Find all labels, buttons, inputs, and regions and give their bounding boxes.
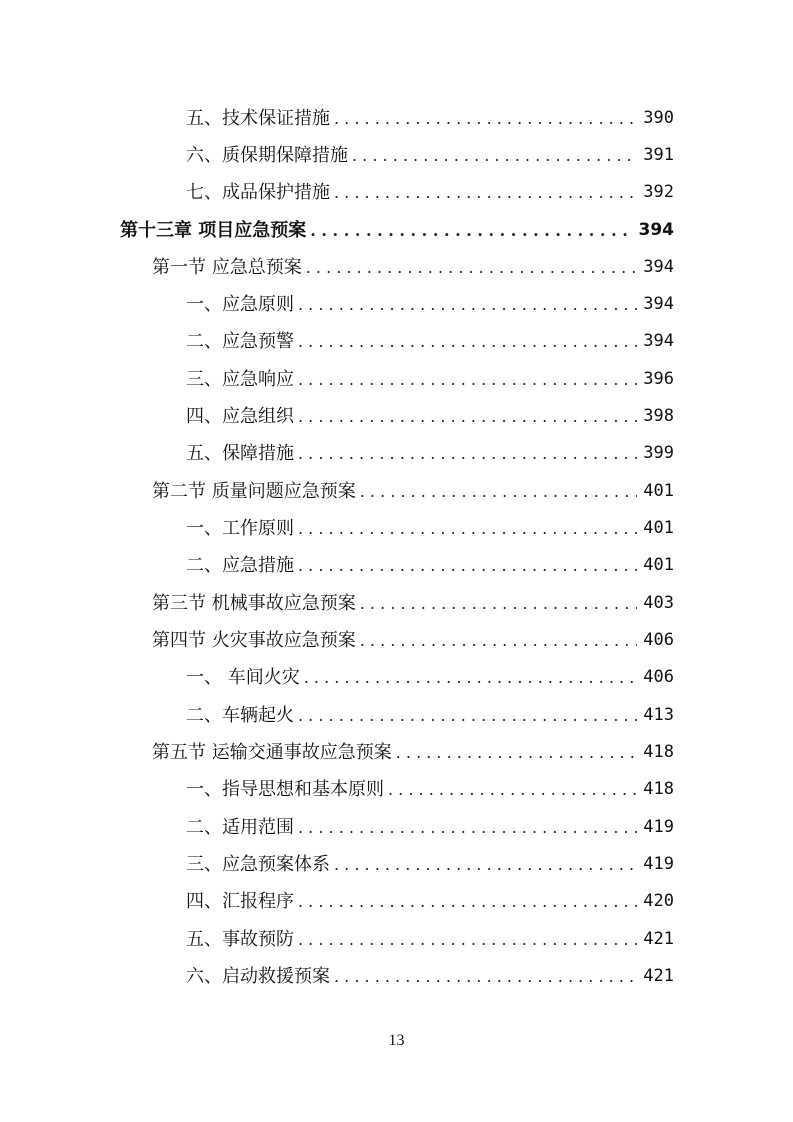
toc-entry-page: 391 [643, 145, 674, 165]
toc-entry-label: 二、适用范围 [186, 817, 294, 838]
toc-entry-page: 413 [643, 705, 674, 725]
toc-entry-label: 一、应急原则 [186, 294, 294, 315]
toc-entry-label: 四、汇报程序 [186, 891, 294, 912]
toc-leader-dots [298, 697, 637, 734]
toc-entry[interactable] [186, 398, 674, 435]
toc-entry-page: 406 [643, 667, 674, 687]
toc-entry[interactable] [186, 846, 674, 883]
toc-leader-dots [352, 137, 637, 174]
toc-entry-label: 三、应急响应 [186, 369, 294, 390]
toc-leader-dots [334, 958, 637, 995]
toc-section-entry[interactable] [152, 473, 674, 510]
toc-entry-label: 一、指导思想和基本原则 [186, 779, 384, 800]
toc-entry[interactable] [186, 547, 674, 584]
toc-entry[interactable] [186, 137, 674, 174]
toc-leader-dots [298, 286, 637, 323]
toc-chapter-label: 第十三章 项目应急预案 [120, 220, 307, 241]
toc-section-entry[interactable] [152, 249, 674, 286]
toc-entry-label: 五、保障措施 [186, 443, 294, 464]
toc-leader-dots [298, 547, 637, 584]
toc-entry[interactable] [186, 510, 674, 547]
toc-entry-page: 421 [643, 966, 674, 986]
toc-entry[interactable] [186, 958, 674, 995]
toc-entry-label: 二、车辆起火 [186, 705, 294, 726]
toc-section-entry[interactable] [152, 734, 674, 771]
toc-entry-label: 五、事故预防 [186, 929, 294, 950]
toc-section-label: 第二节 质量问题应急预案 [152, 481, 356, 502]
toc-entry-label: 一、工作原则 [186, 518, 294, 539]
toc-section-label: 第五节 运输交通事故应急预案 [152, 742, 392, 763]
toc-section-label: 第一节 应急总预案 [152, 257, 302, 278]
toc-leader-dots [298, 323, 637, 360]
toc-entry-page: 390 [643, 108, 674, 128]
toc-entry-page: 421 [643, 929, 674, 949]
toc-entry-label: 二、应急预警 [186, 331, 294, 352]
toc-entry[interactable] [186, 809, 674, 846]
toc-section-label: 第四节 火灾事故应急预案 [152, 630, 356, 651]
toc-entry-label: 三、应急预案体系 [186, 854, 330, 875]
toc-leader-dots [360, 622, 638, 659]
toc-entry[interactable] [186, 286, 674, 323]
toc-leader-dots [306, 249, 638, 286]
toc-section-page: 406 [643, 630, 674, 650]
toc-entry-label: 一、 车间火灾 [186, 667, 300, 688]
toc-entry[interactable] [186, 435, 674, 472]
toc-entry-label: 六、启动救援预案 [186, 966, 330, 987]
page-number: 13 [388, 1032, 405, 1049]
toc-leader-dots [310, 212, 632, 249]
toc-section-page: 418 [643, 742, 674, 762]
toc-section-page: 394 [643, 257, 674, 277]
toc-entry-page: 419 [643, 817, 674, 837]
toc-entry-page: 398 [643, 406, 674, 426]
toc-entry[interactable] [186, 100, 674, 137]
toc-entry-label: 二、应急措施 [186, 555, 294, 576]
toc-section-entry[interactable] [152, 622, 674, 659]
toc-leader-dots [304, 659, 638, 696]
toc-section-entry[interactable] [152, 585, 674, 622]
toc-section-page: 401 [643, 481, 674, 501]
toc-chapter-entry[interactable] [120, 212, 674, 249]
toc-leader-dots [298, 883, 637, 920]
toc-entry-page: 401 [643, 518, 674, 538]
toc-entry-label: 六、质保期保障措施 [186, 145, 348, 166]
toc-entry-label: 五、技术保证措施 [186, 108, 330, 129]
toc-leader-dots [298, 921, 637, 958]
toc-entry-page: 394 [643, 294, 674, 314]
toc-leader-dots [388, 771, 637, 808]
toc-entry-page: 396 [643, 369, 674, 389]
toc-entry-page: 394 [643, 331, 674, 351]
toc-entry-label: 七、成品保护措施 [186, 182, 330, 203]
toc-entry[interactable] [186, 361, 674, 398]
toc-leader-dots [334, 846, 637, 883]
toc-entry[interactable] [186, 921, 674, 958]
toc-leader-dots [298, 510, 637, 547]
toc-entry-page: 418 [643, 779, 674, 799]
toc-chapter-page: 394 [638, 220, 674, 240]
toc-leader-dots [334, 100, 637, 137]
toc-entry[interactable] [186, 659, 674, 696]
toc-entry-page: 392 [643, 182, 674, 202]
toc-leader-dots [360, 585, 638, 622]
toc-entry[interactable] [186, 883, 674, 920]
toc-entry-page: 399 [643, 443, 674, 463]
toc-entry-label: 四、应急组织 [186, 406, 294, 427]
toc-section-page: 403 [643, 593, 674, 613]
toc-entry[interactable] [186, 323, 674, 360]
toc-entry-page: 419 [643, 854, 674, 874]
toc-entry-page: 420 [643, 891, 674, 911]
toc-entry[interactable] [186, 697, 674, 734]
toc-leader-dots [298, 435, 637, 472]
toc-leader-dots [298, 361, 637, 398]
toc-entry[interactable] [186, 771, 674, 808]
toc-leader-dots [298, 809, 637, 846]
toc-leader-dots [396, 734, 638, 771]
toc-section-label: 第三节 机械事故应急预案 [152, 593, 356, 614]
toc-leader-dots [334, 174, 637, 211]
toc-leader-dots [360, 473, 638, 510]
toc-entry-page: 401 [643, 555, 674, 575]
toc-entry[interactable] [186, 174, 674, 211]
toc-leader-dots [298, 398, 637, 435]
